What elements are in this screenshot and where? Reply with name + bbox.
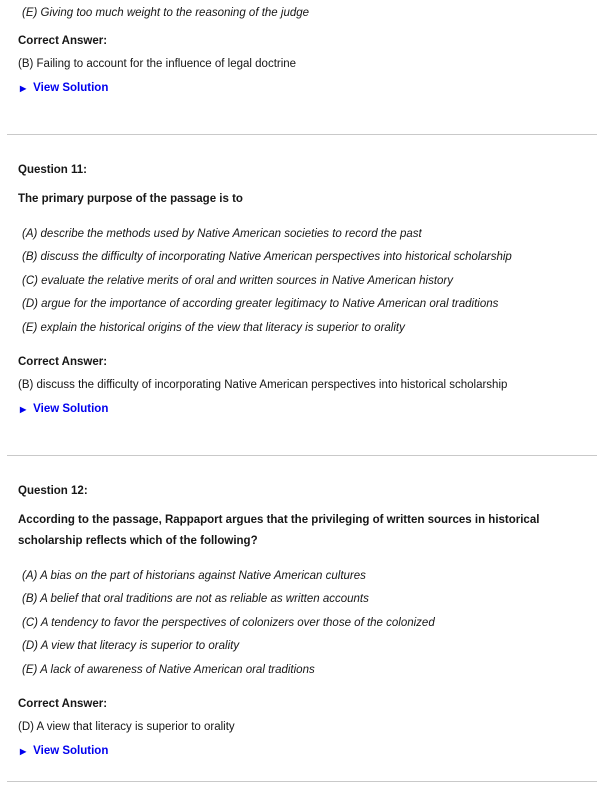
answer-option: (E) A lack of awareness of Native American oral traditions [22,663,315,676]
answer-option: (B) A belief that oral traditions are not as reliable as written accounts [22,593,369,605]
answer-option: (B) discuss the difficulty of incorporating Native American perspectives into historical scholarship [22,251,512,263]
expand-arrow-icon: ▶ [20,746,27,756]
correct-answer-text: (B) discuss the difficulty of incorporating Native American perspectives into historical scholarship [18,378,508,391]
correct-answer-text: (B) Failing to account for the influence of legal doctrine [18,57,297,70]
view-solution-label: View Solution [33,81,109,94]
view-solution-link[interactable] [18,399,598,420]
section-divider [7,455,597,456]
answer-option: (E) Giving too much weight to the reasoning of the judge [22,6,310,19]
answer-option: (D) A view that literacy is superior to orality [22,640,240,652]
answer-option: (E) explain the historical origins of the view that literacy is superior to orality [22,321,405,334]
answer-option: (A) A bias on the part of historians against Native American cultures [22,569,366,582]
answer-option: (D) argue for the importance of according greater legitimacy to Native American oral traditions [22,298,499,310]
question-block-12 [18,481,598,762]
question-stem: According to the passage, Rappaport argues that the privileging of written sources in historical scholarship reflects which of the following? [18,514,540,547]
answer-option: (A) describe the methods used by Native American societies to record the past [22,227,422,240]
question-number: Question 12: [18,484,88,497]
correct-answer-label: Correct Answer: [18,34,108,47]
view-solution-link[interactable] [18,741,598,762]
correct-answer-label: Correct Answer: [18,355,108,368]
section-divider [7,781,597,782]
answer-option: (C) A tendency to favor the perspectives of colonizers over those of the colonized [22,616,435,629]
question-block-partial [18,3,598,99]
question-block-11 [18,160,598,420]
view-solution-label: View Solution [33,744,109,757]
expand-arrow-icon: ▶ [20,404,27,414]
expand-arrow-icon: ▶ [20,83,27,93]
view-solution-label: View Solution [33,402,109,415]
answer-option: (C) evaluate the relative merits of oral and written sources in Native American history [22,274,453,287]
correct-answer-text: (D) A view that literacy is superior to orality [18,720,235,733]
section-divider [7,134,597,135]
view-solution-link[interactable] [18,78,598,99]
question-number: Question 11: [18,163,88,176]
correct-answer-label: Correct Answer: [18,697,108,710]
question-stem: The primary purpose of the passage is to [18,193,243,205]
